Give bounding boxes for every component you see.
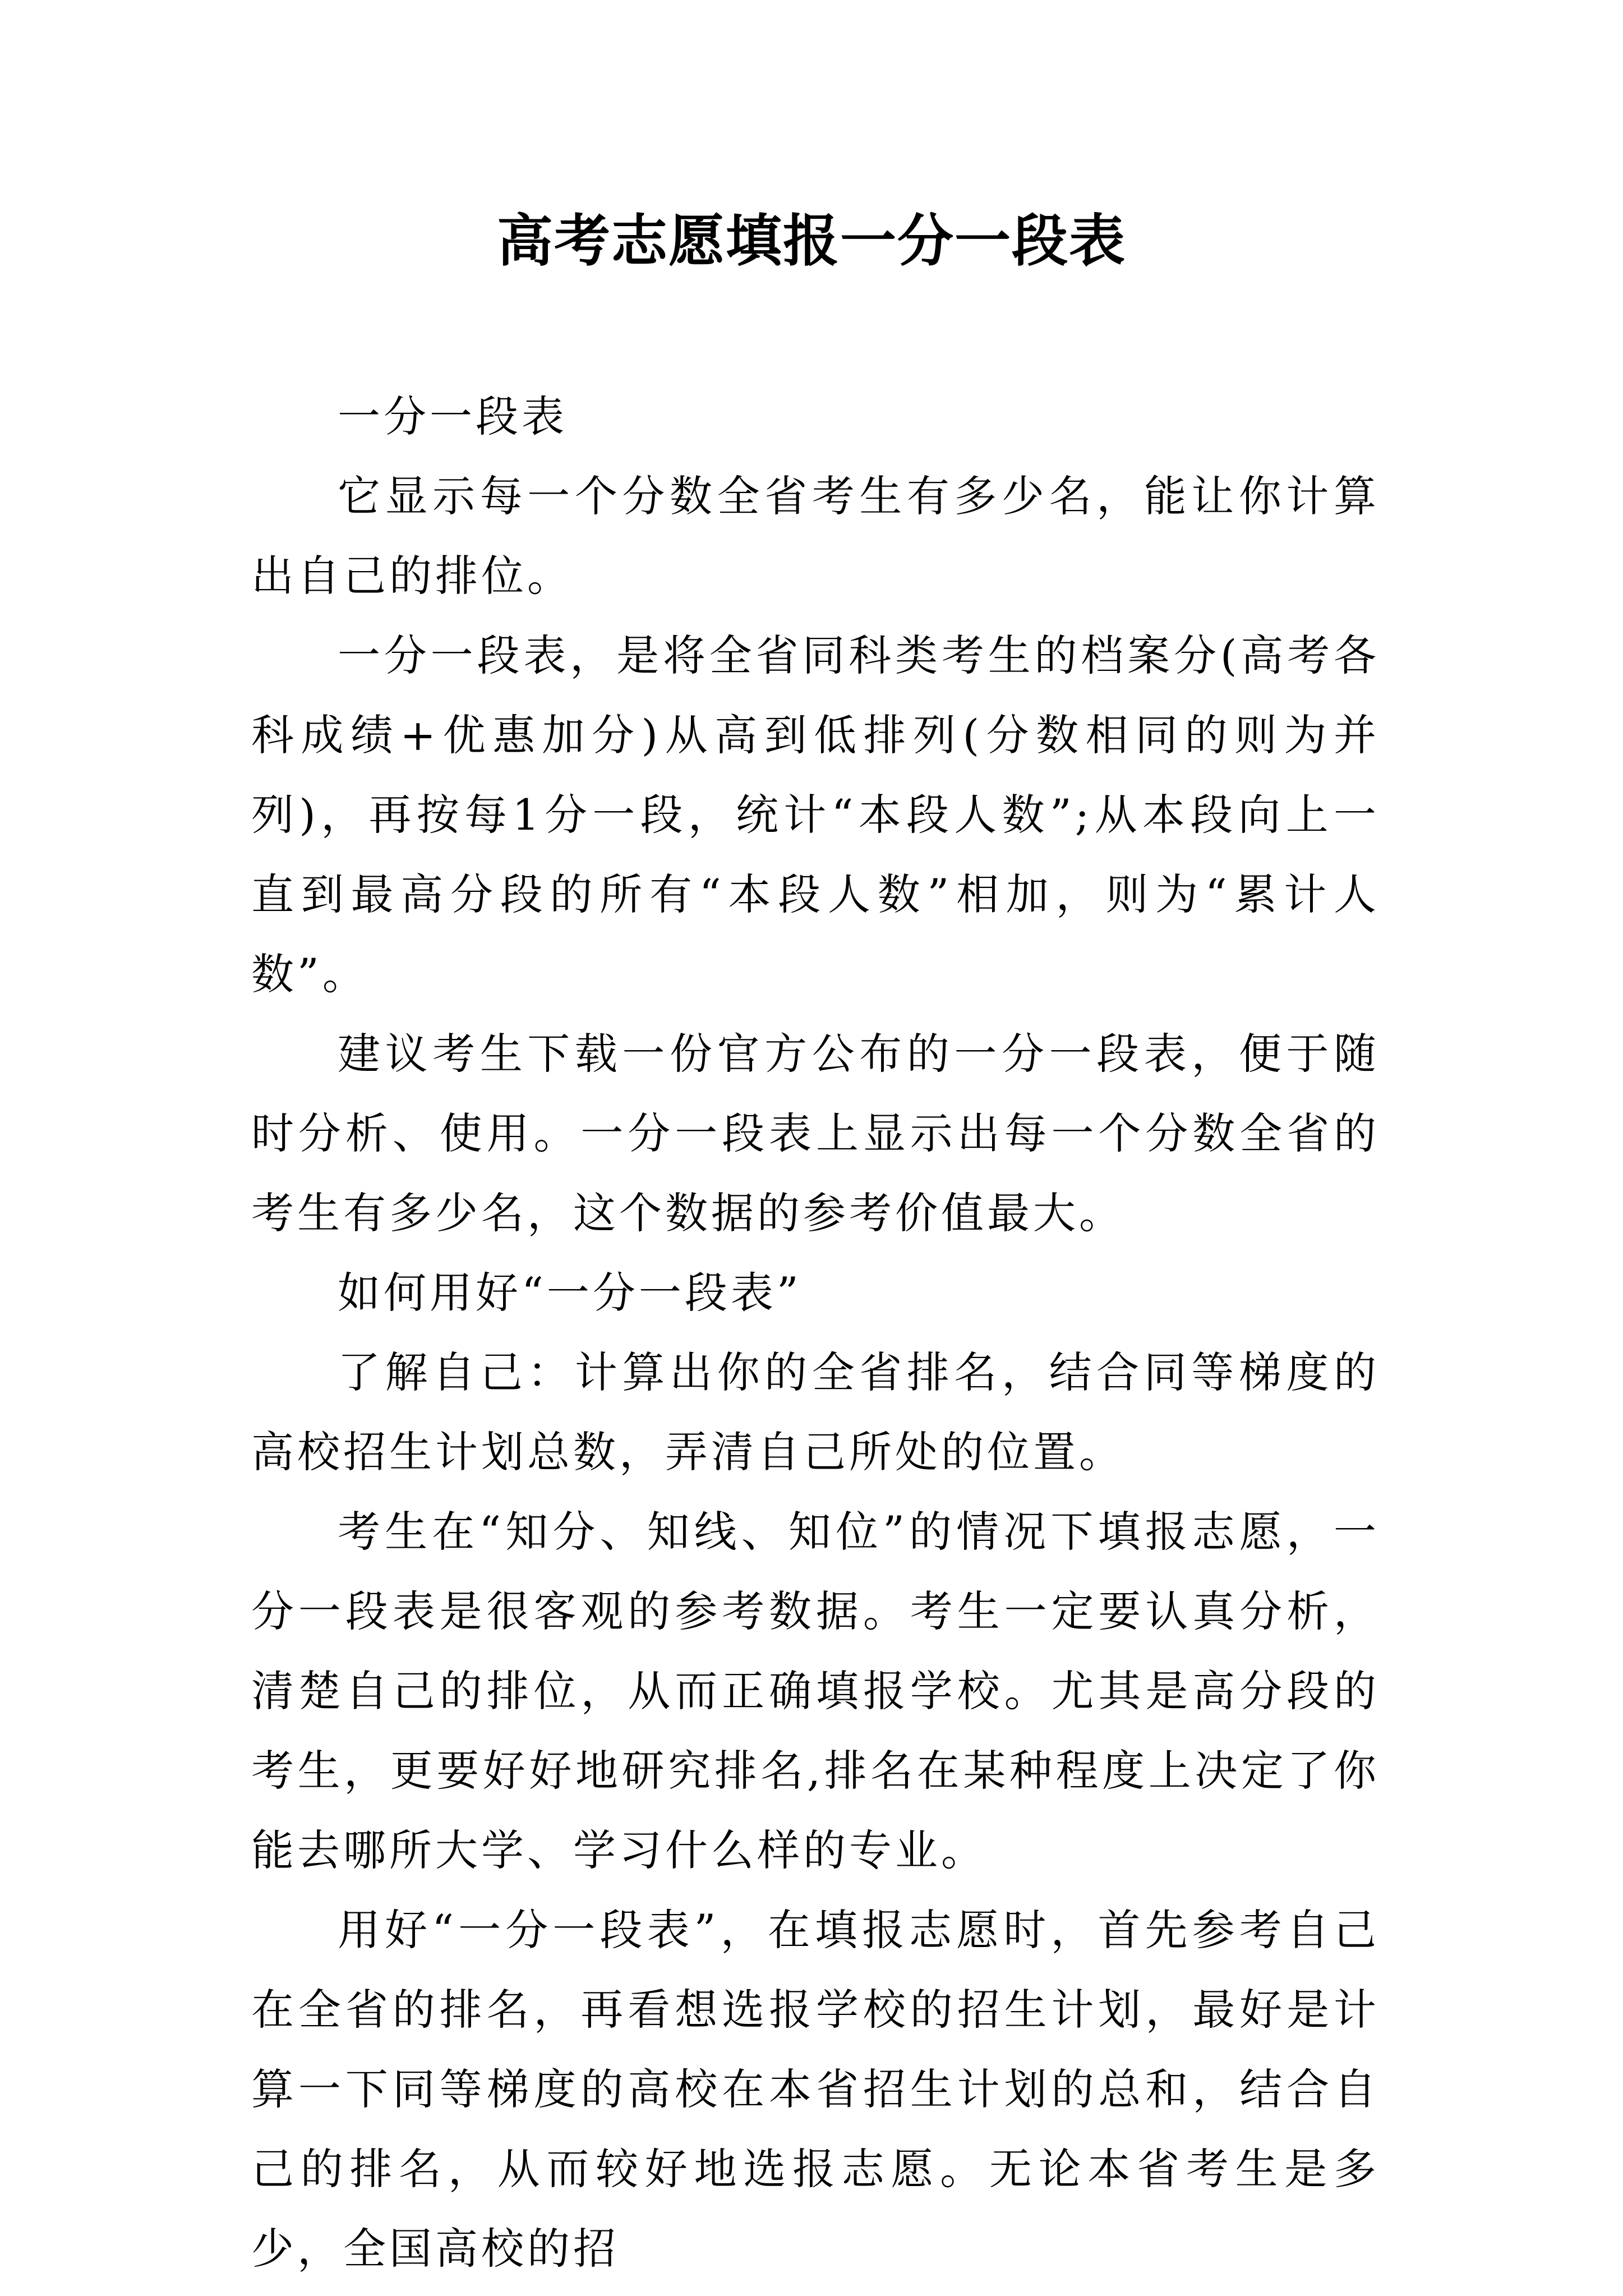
paragraph-ranking-analysis: 考生在“知分、知线、知位”的情况下填报志愿，一分一段表是很客观的参考数据。考生一定要认真分析，清楚自己的排位，从而正确填报学校。尤其是高分段的考生，更要好好地研究排名,排名在某种程度上决定了你能去哪所大学、学习什么样的专业。 xyxy=(251,1507,1380,1875)
paragraph-heading-usage: 如何用好“一分一段表” xyxy=(338,1268,802,1318)
document-body xyxy=(251,377,1380,2289)
paragraph-know-yourself: 了解自己：计算出你的全省排名，结合同等梯度的高校招生计划总数，弄清自己所处的位置。 xyxy=(251,1347,1380,1477)
paragraph-application-tips: 用好“一分一段表”，在填报志愿时，首先参考自己在全省的排名，再看想选报学校的招生计划，最好是计算一下同等梯度的高校在本省招生计划的总和，结合自己的排名，从而较好地选报志愿。无论本省考生是多少，全国高校的招 xyxy=(251,1905,1380,2274)
paragraph-definition: 它显示每一个分数全省考生有多少名，能让你计算出自己的排位。 xyxy=(251,471,1380,601)
paragraph-explanation: 一分一段表，是将全省同科类考生的档案分(高考各科成绩+优惠加分)从高到低排列(分数相同的则为并列)，再按每1分一段，统计“本段人数”;从本段向上一直到最高分段的所有“本段人数”相加，则为“累计人数”。 xyxy=(251,631,1380,999)
paragraph-heading-table: 一分一段表 xyxy=(338,392,568,441)
document-title: 高考志愿填报一分一段表 xyxy=(497,208,1126,274)
paragraph-download-advice: 建议考生下载一份官方公布的一分一段表，便于随时分析、使用。一分一段表上显示出每一个分数全省的考生有多少名，这个数据的参考价值最大。 xyxy=(251,1029,1380,1238)
